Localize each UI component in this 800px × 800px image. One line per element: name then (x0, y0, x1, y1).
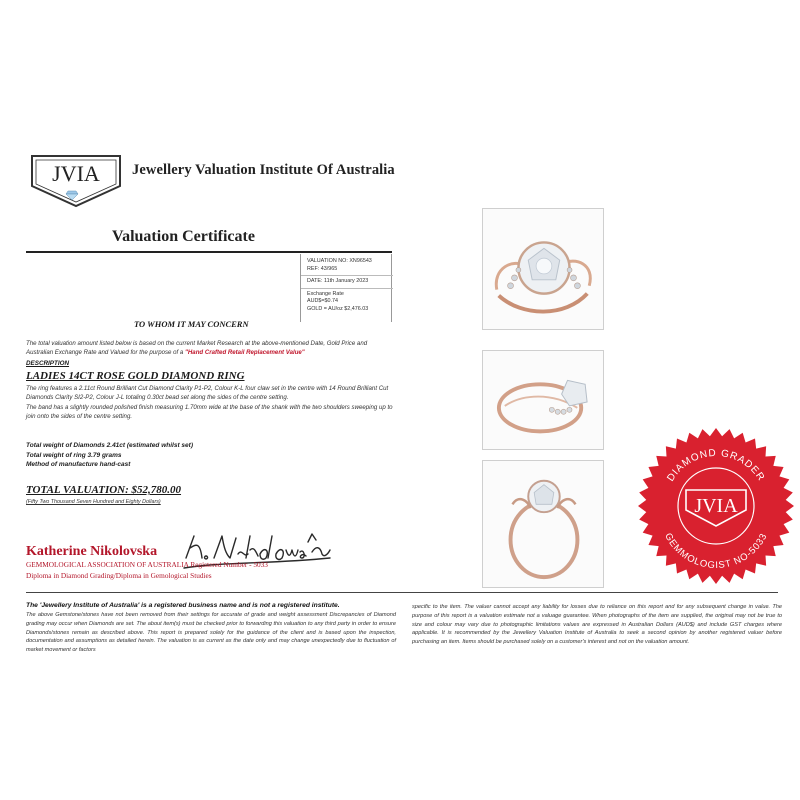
aud-rate: AUD$=$0.74 (307, 298, 339, 305)
description-paragraph-2: The band has a slightly rounded polished finish measuring 1.70mm wide at the base of the shank with the two shoulders sweeping up to join onto the sides of the centre setting. (26, 403, 393, 420)
total-valuation-words: (Fifty Two Thousand Seven Hundred and Eighty Dollars) (26, 499, 161, 505)
manufacture-method: Method of manufacture hand-cast (26, 461, 131, 469)
reference: REF: 43/965 (307, 265, 338, 272)
valuation-purpose: "Hand Crafted Retail Replacement Value" (185, 349, 305, 356)
seal-center-text: JVIA (694, 495, 738, 517)
exchange-rate-label: Exchange Rate (307, 290, 344, 297)
total-valuation: TOTAL VALUATION: $52,780.00 (26, 484, 182, 496)
ring-photo-top (482, 208, 604, 330)
ring-description (26, 384, 398, 421)
organization-name: Jewellery Valuation Institute Of Australia (132, 162, 395, 178)
valuation-info-box (300, 254, 392, 322)
ring-photo-side (482, 350, 604, 450)
intro-body: The total valuation amount listed below is based on the current Market Research at the above-mentioned Date, Gold Price and Australian Exchange Rate and Valued for the purpose of a (26, 340, 368, 356)
diploma-text: Diploma in Diamond Grading/Diploma in Gemological Studies (26, 571, 212, 580)
gold-rate: GOLD = AU/oz $2,476.03 (307, 305, 369, 312)
footer-divider (26, 592, 778, 593)
salutation: TO WHOM IT MAY CONCERN (134, 319, 249, 329)
ring-photo-front (482, 460, 604, 588)
ring-specs (26, 441, 193, 470)
diamond-grader-seal (636, 426, 796, 586)
jvia-logo (28, 148, 124, 212)
ring-weight: Total weight of ring 3.79 grams (26, 451, 122, 459)
valuation-date: DATE: 11th January 2023 (307, 278, 369, 285)
valuation-number: VALUATION NO: XN96543 (307, 258, 372, 264)
title-divider (26, 251, 392, 253)
diamond-weight: Total weight of Diamonds 2.41ct (estimated whilst set) (26, 442, 193, 449)
certificate-title: Valuation Certificate (112, 228, 255, 245)
disclaimer-title: The 'Jewellery Institute of Australia' is a registered business name and is not a registered institute. (26, 602, 340, 609)
association-registration: GEMMOLOGICAL ASSOCIATION OF AUSTRALIA Registered Number - 5033 (26, 560, 268, 569)
logo-text: JVIA (52, 161, 100, 186)
seal-top-text: DIAMOND GRADER (665, 447, 767, 484)
disclaimer-left: The above Gemstone/stones have not been removed from their settings for accurate of grade and weight assessment Discrepancies of Diamond grading may occur when Diamonds are set. The about item(s) must be checked prior to forwarding this valuation to any third party in order to ensure Diamonds/stones remain as described above. This report is prepared solely for the guidance of the client and is based upon the inspection, documentation and assumptions as detailed herein. The valuation is as current as the date only and may change unexpectedly due to fluctuation of market movement or factors (26, 612, 396, 654)
signer-name: Katherine Nikolovska (26, 544, 158, 559)
description-paragraph-1: The ring features a 2.11ct Round Brilliant Cut Diamond Clarity P1-P2, Colour K-L four claw set in the centre with 14 Round Brilliant Cut Diamonds Clarity SI2-P2, Colour J-L totaling 0.30ct bead set along the sides of the centre setting. (26, 385, 389, 402)
description-label: DESCRIPTION (26, 360, 70, 367)
intro-text (26, 339, 386, 357)
ring-title: LADIES 14CT ROSE GOLD DIAMOND RING (26, 370, 245, 382)
disclaimer-right: specific to the item. The valuer cannot accept any liability for losses due to reliance on this report and for any subsequent change in value. The purpose of this report is a valuation estimate not a valuage guarantee. When photographs of the item are supplied, the original may not be true to size and colour may vary due to photographic limitations values are expressed in Australian Dollars (AUD$) and include GST charges where applicable. It is recommended by the Jewellery Valuation Institute of Australia to seek a second opinion by another registered valuer before purchasing an item. Items should be purchased solely on a customer's interest and not on the valuation amount. (412, 604, 782, 646)
seal-bottom-text: GEMMOLOGIST NO-5033 (662, 531, 770, 572)
